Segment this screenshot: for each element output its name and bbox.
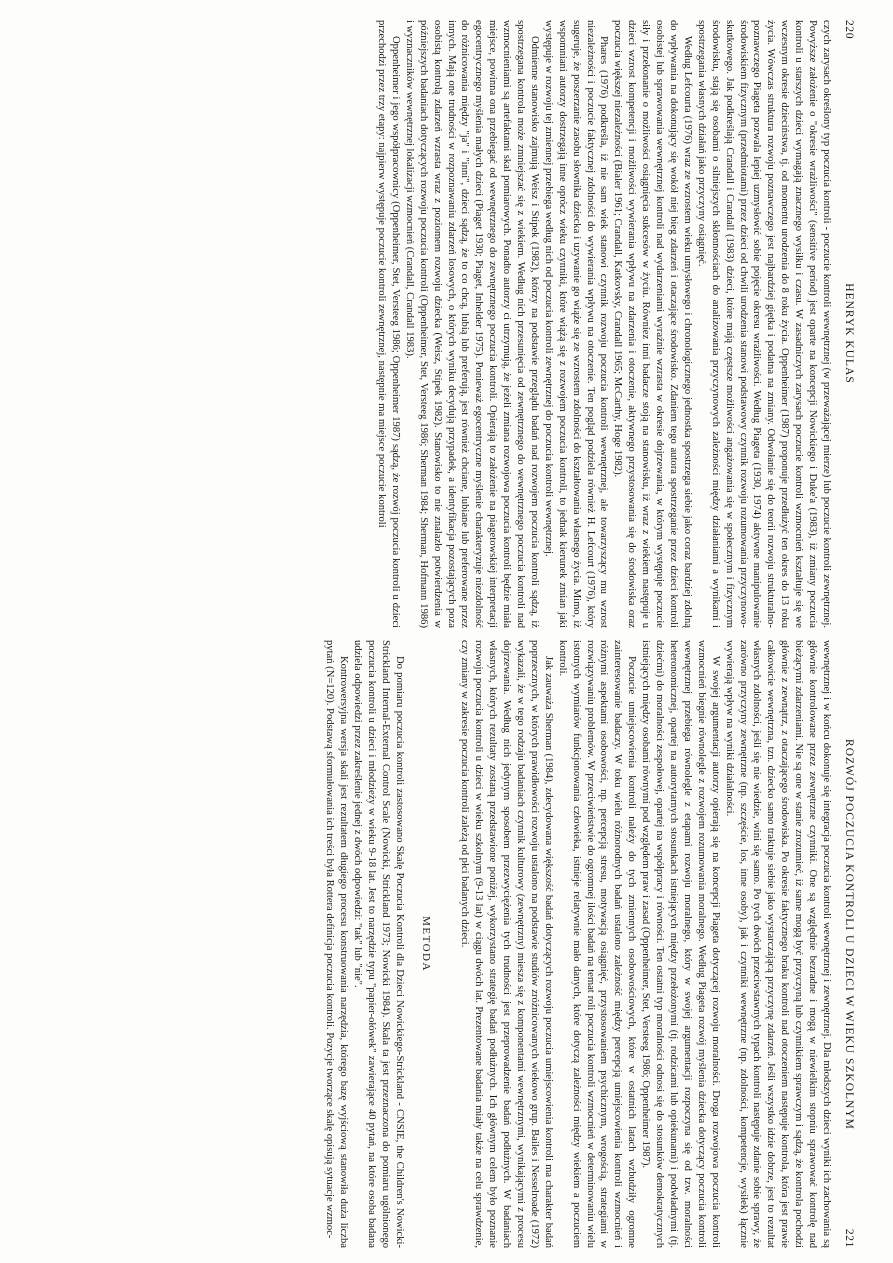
left-page — [30, 20, 855, 628]
running-header-author: HENRYK KULAS — [843, 283, 855, 384]
paragraph: Kontrowersyjna wersja skali jest rezultatem długiego procesu konstruowania narzędzia, którego bazę wyjściową stanowiła duża liczba pytań (N=120). Podstawą sformułowania ich treści była Rottera definicja poczucia kontroli. Pozycje tworzące skalę opisują sytuacje wzmoc- — [324, 640, 349, 1248]
paragraph: wewnętrznej i w końcu dokonuje się integracja poczucia kontroli wewnętrznej i zewnętrznej. Dla młodszych dzieci wyniki ich zachowania są głównie kontrolowane przez zewnętrzne czynniki. One są względnie bezradne i mogą w niewielkim stopniu sprawować kontrolę nad bieżącymi zdarzeniami. Nie są one w stanie zrozumieć, iż same mogą być przyczyną lub czynnikiem sprawczym i sądzą, że kontrola pochodzi głównie z zewnątrz, z otaczającego środowiska. Po okresie faktycznego braku kontroli nad otoczeniem następuje kontrola, która jest prawie całkowicie wewnętrzna, tzn. dziecko samo traktuje siebie jako wystarczającą przyczynę zdarzeń. Jeśli wszystko idzie dobrze, jest to rezultat własnych zdolności, jeśli się nie wiedzie, wini się samo. Po tych dwóch przeciwstawnych typach kontroli następuje zdanie sobie sprawy, że zarówno przyczyny zewnętrzne (np. szczęście, los, inne osoby), jak i czynniki wewnętrzne (np. zdolności, kompetencje, wysiłek) łącznie wywierają wpływ na wyniki działalności. — [723, 640, 832, 1248]
left-body-text — [374, 20, 833, 628]
paragraph: Phares (1976) podkreśla, iż nie sam wiek stanowi czynnik rozwoju poczucia kontroli wewnętrznej, ale towarzyszący mu wzrost niezależności i poczucie faktycznej zdolności do wywierania wpływu na otoczenie. Ten pogląd podziela również H. Lefcourt (1976), który sugeruje, że poszerzanie zasobu słownika dziecka i uzywanie go wiąże się ze wzrostem zdolności do kształtowania własnego życia. Mimo, iż wspomniani autorzy dostrzegają inne oprócz wieku czynniki, które wiążą się z rozwojem poczucia kontroli, to jednak kierunek zmian jaki występuje w rozwoju tej zmiennej przebiega według nich od poczucia kontroli zewnętrznej do poczucia kontroli wewnętrznej. — [542, 20, 610, 628]
paragraph: Do pomiaru poczucia kontroli zastosowano Skalę Poczucia Kontroli dla Dzieci Nowickiego-Strickland - CNSIE, the Children's Nowicki-Strickland Internal-External Control Scale (Nowicki, Strickland 1973; Nowicki 1984). Skala ta jest przeznaczona do pomiaru ugólnionego poczucia kontroli u dzieci i młodzieży w wieku 9-18 lat. Jest to narzędzie typu "papier-ołówek" zawierające 40 pytań, na które osoba badana udziela odpowiedzi przez zakreślenie jednej z dwóch odpowiedzi: "tak" lub "nie". — [351, 640, 405, 1248]
running-header-title: ROZWÓJ POCZUCIA KONTROLI U DZIECI W WIEKU SZKOLNYM — [843, 739, 855, 1130]
paragraph: Oppenheimer i jego współpracownicy (Oppenheimer, Stet, Versteeg 1986; Oppenheimer 1987) sądzą, że rozwój poczucia kontroli u dzieci przechodzi przez trzy etapy: najpierw występuje poczucie kontroli zewnętrznej, następnie ma miejsce poczucie kontroli — [376, 20, 401, 628]
right-page — [30, 640, 855, 1248]
page-number: 221 — [843, 1228, 855, 1248]
page-number: 220 — [843, 20, 855, 40]
left-running-head — [843, 20, 855, 628]
section-heading: METODA — [419, 916, 432, 972]
paragraph: W swojej argumentacji autorzy opierają się na koncepcji Piageta dotyczącej rozwoju moralności. Droga rozwojowa poczucia kontroli wzmocnień biegnie równolegle z rozwojem rozumowania moralnego. Według Piageta rozwój myślenia dziecka dotyczący poczucia kontroli wewnętrznej przebiega równolegle z etapami rozwoju moralnego, który w swojej argumentacji rozpoczyna się od tzw. moralności heteronomicznej, opartej na autorytarnych stosunkach istniejących między przełożonymi (tj. rodzicami lub opiekunami) i podwładnymi (tj. dziećmi) do moralności zespołowej, opartej na współpracy i równości. Ten ostatni typ moralności odnosi się do stosunków demokratycznych istniejących między osobami równymi pod względem praw i zasad (Oppenheimer, Stet, Versteeg 1986; Oppenheimer 1987). — [640, 640, 721, 1248]
paragraph: Poczucie umiejscowienia kontroli należy do tych zmiennych osobowościowych, które w ostatnich latach wzbudziły ogromne zainteresowanie badaczy. W toku wielu różnorodnych badań ustalono zależność między percepcją umiejscowienia kontroli wzmocnień i różnymi aspektami osobowości, np. percepcją stresu, motywacją osiągnięć, przystosowaniem psychicznym, wrogością, strategiami w rozwiązywaniu problemów. W przeciwieństwie do ogromnej ilości badań na temat roli poczucia kontroli wzmocnień w determinowaniu wielu istotnych wymiarów funkcjonowania człowieka, istnieje relatywnie mało danych, które dotyczą zależności między wiekiem a poczuciem kontroli. — [556, 640, 638, 1248]
paragraph: Jak zauważa Sherman (1984), zdecydowana większość badań dotyczących rozwoju poczucia umiejscowienia kontroli ma charakter badań poprzecznych, w których prawidłowości rozwoju ustalono na podstawie studiów zróżnicowanych wiekowo grup. Bailes i Nesselroade (1972) wykazali, że w tego rodzaju badaniach czynnik kulturowy (zewnętrzny) miesza się z komponentami wewnętrznymi, wynikającymi z procesu dojrzewania. Według nich jedynym sposobem przezwyciężenia tych trudności jest przeprowadzenie badań podłużnych. W badaniach własnych, których rezultaty zostaną przedstawione poniżej, wykorzystano strategię badań podłużnych. Ich głównym celem było poznanie rozwoju poczucia kontroli u dzieci w wieku szkolnym (9-13 lat) w ciągu dwóch lat. Prezentowane badania miały także na celu sprawdzenie, czy zmiany w zakresie poczucia kontroli zależą od płci badanych dzieci. — [459, 640, 554, 1248]
paragraph: czych zarysach określony typ poczucia kontroli - poczucie kontroli wewnętrznej (w przeważającej mierze) lub poczucie kontroli zewnętrznej. Powyższe założenie o "okresie wrażliwości" (sensitive period) jest oparte na koncepcji Nowickiego i Duke'a (1983), iż zmiany poczucia kontroli u starszych dzieci wymagają znacznego wysiłku i czasu. W zasadniczych zarysach poczucie kontroli wzmocnień kształtuje się we wczesnym okresie dzieciństwa, tj. od momentu urodzenia do 8 roku życia. Oppenheimer (1987) proponuje przedłużyć ten okres do 13 roku życia. Wówczas struktura rozwoju poznawczego jest najbardziej giętka i podatna na zmiany. Odwołanie się do teorii rozwoju strukturalno-poznawczego Piageta pozwala lepiej uzmysłowić sobie pojęcie okresu wrażliwości. Według Piageta (1930, 1974) aktywne manipulowanie środowiskiem fizycznym (przedmiotami) przez dzieci od chwili urodzenia stanowi podstawowy czynnik rozwoju rozumowania przyczynowo-skutkowego. Jak podkreślają Crandall i Crandall (1983) dzieci, które mają częstsze możliwości angażowania się w społecznym i fizycznym środowisku, stają się osobami o silniejszych skłonnościach do analizowania przyczynowych zależności między działaniami a wynikami i spostrzegania własnych działań jako przyczyny osiągnięć. — [695, 20, 832, 628]
right-body-text — [322, 640, 833, 1248]
paragraph: Według Lefcourta (1976) wraz ze wzrostem wieku umysłowego i chronologicznego jednostka spostrzega siebie jako coraz bardziej zdolną do wpływania na dokonujący się wokół niej bieg zdarzeń i otaczające środowisko. Zdaniem tego autora spostrzeganie przez dzieci kontroli osobistej lub sprawowania wewnętrznej kontroli nad wydarzeniami wyraźnie wzrasta w okresie dojrzewania, w którym występuje poczucie siły i przekonanie o możliwości osiągnięcia sukcesów w życiu. Równiez inni badacze stoją na stanowisku, iż wraz z wiekiem następuje u dzieci wzrost kompetencji i możliwości wywierania wpływu na zdarzenia i otoczenie, aktywnego przystosowania się do środowiska oraz poczucia większej niezależności (Bialer 1961; Crandall, Katkovsky, Crandall 1965; McCarthy, Hoge 1982). — [612, 20, 693, 628]
right-running-head — [843, 640, 855, 1248]
paragraph: Odmienne stanowisko zajmują Weisz i Stipek (1982), którzy na podstawie przeglądu badań nad rozwojem poczucia kontroli sądzą, iż spostrzegana kontrola może zmniejszać się z wiekiem. Według nich przesunięcia od zewnętrznego do wewnętrznego poczucia kontroli nad wzmocnieniami są artefaktami skal pomiarowych. Ponadto autorzy ci utrzymują, że jeżeli zmiana rozwojowa poczucia kontroli będzie miała miejsce, powinna ona przebiegać od wewnętrznego do zewnętrznego poczucia kontroli. Opierają to założenie na piagetowskiej interpretacji egocentrycznego myślenia małych dzieci (Piaget 1930; Piaget, Inhelder 1975). Ponieważ egocentryczne myślenie charakteryzuje niezdolność do różnicowania między "ja" i "inni", dzieci sądzą, że to co chcą, lubią lub preferują, jest również chciane, lubiane lub preferowane przez innych. Mają one trudności w rozpoznawaniu zdarzeń losowych, o których wyniku decydują przypadek, a identyfikacja pozostających poza osobistą kontrolą zdarzeń wzrasta wraz z poziomem rozwoju dziecka (Weisz, Stipek 1982). Stanowisko to nie znalazło potwierdzenia w późniejszych badaniach dotyczących rozwoju poczucia kontroli (Oppenheimer, Stet, Versteeg 1986; Sherman 1984; Sherman, Hofmann 1986) i wyznaczników wewnętrznej lokalizacji wzmocnień (Crandall, Crandall 1983). — [403, 20, 540, 628]
